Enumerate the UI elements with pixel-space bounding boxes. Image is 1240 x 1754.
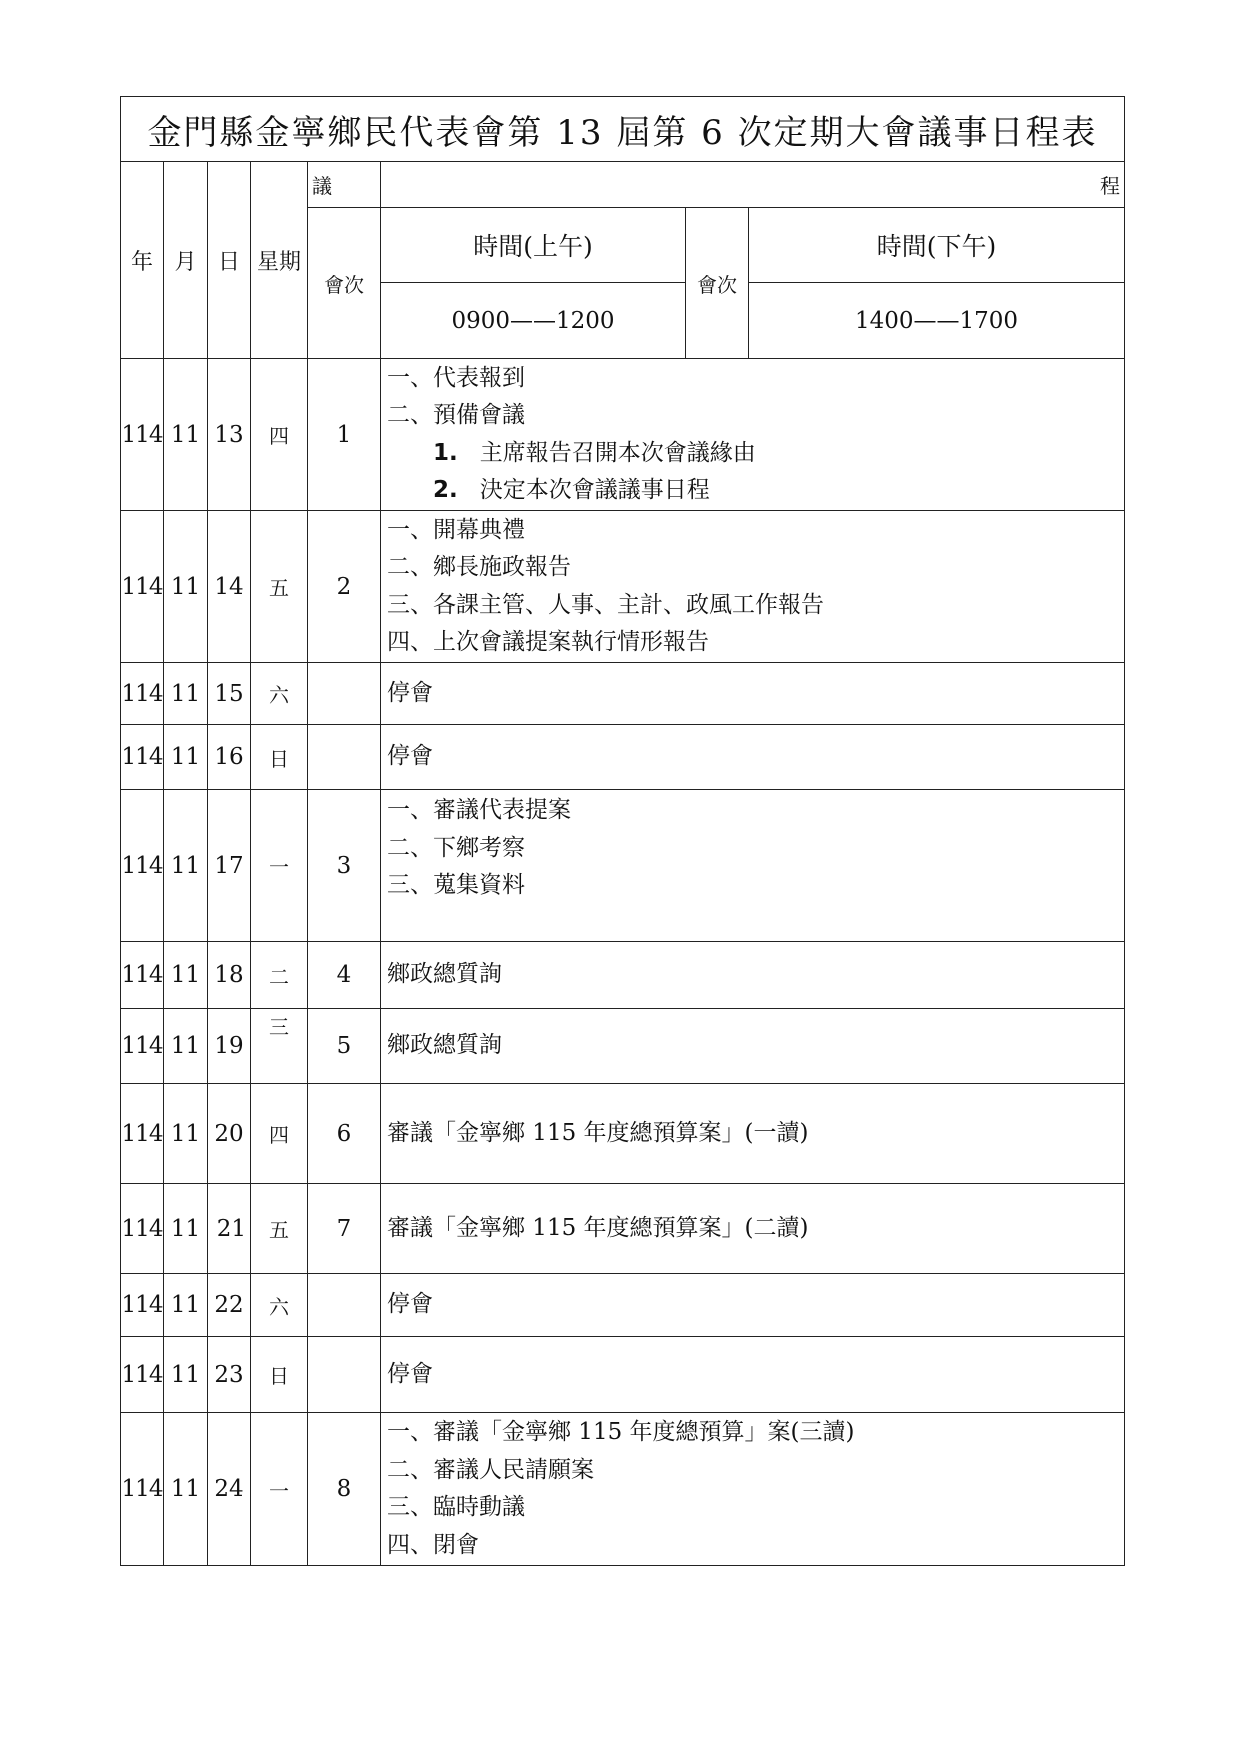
year-cell: 114 <box>121 725 164 790</box>
session-cell: 2 <box>308 511 381 663</box>
agenda-cell <box>381 663 1125 725</box>
header-time-am-range: 0900——1200 <box>381 283 686 359</box>
agenda-item: 鄉政總質詢 <box>387 1032 502 1059</box>
month-cell: 11 <box>164 1413 208 1566</box>
subitem-number: 1. <box>433 439 458 466</box>
month-cell: 11 <box>164 1184 208 1274</box>
agenda-item: 停會 <box>387 1360 433 1387</box>
session-cell: 7 <box>308 1184 381 1274</box>
year-cell: 114 <box>121 1009 164 1084</box>
day-cell: 16 <box>208 725 251 790</box>
day-cell: 17 <box>208 790 251 942</box>
header-agenda-left: 議 <box>308 162 381 208</box>
page-title: 金門縣金寧鄉民代表會第 13 屆第 6 次定期大會議事日程表 <box>121 97 1125 162</box>
agenda-item: 審議「金寧鄉 115 年度總預算案」(二讀) <box>387 1214 809 1241</box>
weekday-cell: 日 <box>251 1337 308 1413</box>
day-cell: 18 <box>208 942 251 1009</box>
agenda-cell <box>381 1009 1125 1084</box>
day-cell: 19 <box>208 1009 251 1084</box>
agenda-cell <box>381 790 1125 942</box>
session-cell <box>308 1337 381 1413</box>
day-cell: 15 <box>208 663 251 725</box>
year-cell: 114 <box>121 1413 164 1566</box>
agenda-item: 停會 <box>387 1291 433 1318</box>
header-session-am: 會次 <box>308 208 381 359</box>
agenda-item: 停會 <box>387 743 433 770</box>
header-time-pm-label: 時間(下午) <box>749 208 1125 283</box>
agenda-item: 鄉政總質詢 <box>387 961 502 988</box>
weekday-cell: 三 <box>251 1009 308 1084</box>
year-cell: 114 <box>121 1337 164 1413</box>
day-cell: 23 <box>208 1337 251 1413</box>
table-row <box>121 359 1125 511</box>
weekday-cell: 一 <box>251 1413 308 1566</box>
session-cell: 4 <box>308 942 381 1009</box>
month-cell: 11 <box>164 359 208 511</box>
agenda-cell <box>381 359 1125 511</box>
session-cell: 1 <box>308 359 381 511</box>
header-time-pm-range: 1400——1700 <box>749 283 1125 359</box>
table-row <box>121 1337 1125 1413</box>
agenda-subitem <box>387 472 1124 510</box>
session-cell <box>308 725 381 790</box>
agenda-item: 四、上次會議提案執行情形報告 <box>387 629 709 655</box>
weekday-cell: 二 <box>251 942 308 1009</box>
weekday-cell: 六 <box>251 663 308 725</box>
subitem-text: 決定本次會議議事日程 <box>479 477 710 503</box>
month-cell: 11 <box>164 1009 208 1084</box>
agenda-item: 二、下鄉考察 <box>387 834 525 861</box>
agenda-item: 一、審議代表提案 <box>387 797 571 823</box>
session-cell: 3 <box>308 790 381 942</box>
agenda-item: 三、各課主管、人事、主計、政風工作報告 <box>387 591 824 618</box>
table-row <box>121 725 1125 790</box>
table-row <box>121 663 1125 725</box>
header-agenda-right: 程 <box>381 162 1125 208</box>
agenda-item: 二、鄉長施政報告 <box>387 554 571 580</box>
year-cell: 114 <box>121 1084 164 1184</box>
subitem-text: 主席報告召開本次會議緣由 <box>479 439 756 466</box>
agenda-subitem <box>387 435 1124 473</box>
agenda-item: 四、閉會 <box>387 1531 479 1558</box>
agenda-item: 三、臨時動議 <box>387 1494 525 1520</box>
header-weekday: 星期 <box>251 162 308 359</box>
subitem-number: 2. <box>433 477 458 503</box>
header-time-am-label: 時間(上午) <box>381 208 686 283</box>
weekday-cell: 五 <box>251 1184 308 1274</box>
agenda-item: 審議「金寧鄉 115 年度總預算案」(一讀) <box>387 1119 809 1146</box>
day-cell: 14 <box>208 511 251 663</box>
weekday-cell: 一 <box>251 790 308 942</box>
year-cell: 114 <box>121 1274 164 1337</box>
agenda-cell <box>381 1337 1125 1413</box>
agenda-item: 三、蒐集資料 <box>387 872 525 898</box>
table-row <box>121 942 1125 1009</box>
weekday-cell: 四 <box>251 1084 308 1184</box>
agenda-item: 二、預備會議 <box>387 402 525 428</box>
day-cell: 20 <box>208 1084 251 1184</box>
year-cell: 114 <box>121 663 164 725</box>
agenda-item: 二、審議人民請願案 <box>387 1456 594 1483</box>
month-cell: 11 <box>164 790 208 942</box>
year-cell: 114 <box>121 511 164 663</box>
day-cell: 22 <box>208 1274 251 1337</box>
header-month: 月 <box>164 162 208 359</box>
month-cell: 11 <box>164 942 208 1009</box>
agenda-cell <box>381 1184 1125 1274</box>
table-row <box>121 1084 1125 1184</box>
agenda-item: 一、代表報到 <box>387 364 525 391</box>
month-cell: 11 <box>164 1337 208 1413</box>
header-session-pm: 會次 <box>686 208 749 359</box>
day-cell: 13 <box>208 359 251 511</box>
weekday-cell: 日 <box>251 725 308 790</box>
weekday-cell: 五 <box>251 511 308 663</box>
session-cell: 5 <box>308 1009 381 1084</box>
table-row <box>121 1413 1125 1566</box>
month-cell: 11 <box>164 663 208 725</box>
header-year: 年 <box>121 162 164 359</box>
table-row <box>121 511 1125 663</box>
header-day: 日 <box>208 162 251 359</box>
agenda-cell <box>381 942 1125 1009</box>
table-row <box>121 1009 1125 1084</box>
agenda-cell <box>381 725 1125 790</box>
agenda-cell <box>381 1274 1125 1337</box>
agenda-item: 一、開幕典禮 <box>387 516 525 543</box>
month-cell: 11 <box>164 1084 208 1184</box>
session-cell: 6 <box>308 1084 381 1184</box>
month-cell: 11 <box>164 725 208 790</box>
agenda-item: 停會 <box>387 679 433 706</box>
month-cell: 11 <box>164 511 208 663</box>
agenda-item: 一、審議「金寧鄉 115 年度總預算」案(三讀) <box>387 1419 855 1445</box>
agenda-cell <box>381 1413 1125 1566</box>
agenda-cell <box>381 1084 1125 1184</box>
session-cell <box>308 663 381 725</box>
year-cell: 114 <box>121 1184 164 1274</box>
session-cell <box>308 1274 381 1337</box>
year-cell: 114 <box>121 942 164 1009</box>
table-row <box>121 790 1125 942</box>
table-row <box>121 1184 1125 1274</box>
table-row <box>121 1274 1125 1337</box>
month-cell: 11 <box>164 1274 208 1337</box>
session-cell: 8 <box>308 1413 381 1566</box>
schedule-table <box>120 96 1125 1566</box>
weekday-cell: 四 <box>251 359 308 511</box>
day-cell: 24 <box>208 1413 251 1566</box>
agenda-cell <box>381 511 1125 663</box>
year-cell: 114 <box>121 359 164 511</box>
day-cell: 21 <box>208 1184 251 1274</box>
weekday-cell: 六 <box>251 1274 308 1337</box>
year-cell: 114 <box>121 790 164 942</box>
